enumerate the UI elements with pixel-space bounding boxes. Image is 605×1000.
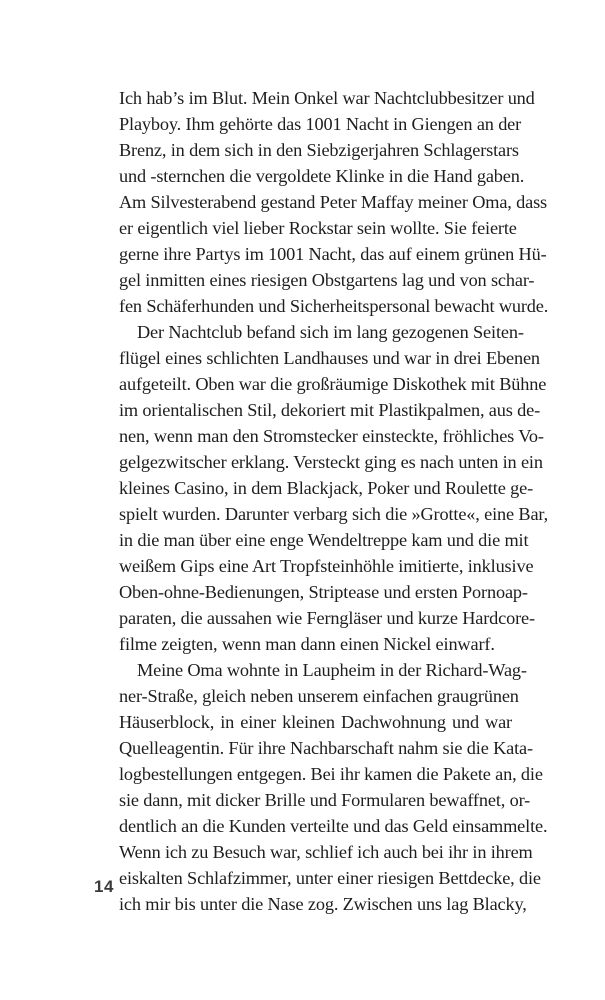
text-line: Häuserblock, in einer kleinen Dachwohnung und war xyxy=(119,712,512,732)
text-line: aufgeteilt. Oben war die großräumige Diskothek mit Bühne xyxy=(119,374,547,394)
text-line: Brenz, in dem sich in den Siebzigerjahren Schlagerstars xyxy=(119,140,519,160)
text-line: weißem Gips eine Art Tropfsteinhöhle imitierte, inklusive xyxy=(119,556,534,576)
text-line: paraten, die aussahen wie Ferngläser und kurze Hardcore- xyxy=(119,608,535,628)
text-line: Oben-ohne-Bedienungen, Striptease und ersten Pornoap- xyxy=(119,582,528,602)
text-line: ner-Straße, gleich neben unserem einfachen graugrünen xyxy=(119,686,519,706)
text-line: und -sternchen die vergoldete Klinke in die Hand gaben. xyxy=(119,166,525,186)
text-line: Quelleagentin. Für ihre Nachbarschaft nahm sie die Kata- xyxy=(119,738,533,758)
text-line: gel inmitten eines riesigen Obstgartens lag und von schar- xyxy=(119,270,535,290)
text-line: ich mir bis unter die Nase zog. Zwischen uns lag Blacky, xyxy=(119,894,527,914)
text-line: filme zeigten, wenn man dann einen Nickel einwarf. xyxy=(119,634,495,654)
text-line: in die man über eine enge Wendeltreppe kam und die mit xyxy=(119,530,529,550)
text-line: sie dann, mit dicker Brille und Formularen bewaffnet, or- xyxy=(119,790,531,810)
text-line: Wenn ich zu Besuch war, schlief ich auch bei ihr in ihrem xyxy=(119,842,533,862)
text-line: kleines Casino, in dem Blackjack, Poker und Roulette ge- xyxy=(119,478,534,498)
text-line: Am Silvesterabend gestand Peter Maffay meiner Oma, dass xyxy=(119,192,548,212)
text-line: Meine Oma wohnte in Laupheim in der Richard-Wag- xyxy=(137,660,527,680)
text-line: dentlich an die Kunden verteilte und das Geld einsammelte. xyxy=(119,816,548,836)
text-line: Der Nachtclub befand sich im lang gezogenen Seiten- xyxy=(137,322,524,342)
text-line: flügel eines schlichten Landhauses und war in drei Ebenen xyxy=(119,348,540,368)
text-line: spielt wurden. Darunter verbarg sich die »Grotte«, eine Bar, xyxy=(119,504,549,524)
text-line: logbestellungen entgegen. Bei ihr kamen die Pakete an, die xyxy=(119,764,543,784)
text-line: gelgezwitscher erklang. Versteckt ging es nach unten in ein xyxy=(119,452,543,472)
page-number: 14 xyxy=(94,877,114,896)
text-line: fen Schäferhunden und Sicherheitspersonal bewacht wurde. xyxy=(119,296,549,316)
text-line: nen, wenn man den Stromstecker einsteckte, fröhliches Vo- xyxy=(119,426,544,446)
text-line: Ich hab’s im Blut. Mein Onkel war Nachtclubbesitzer und xyxy=(119,88,535,108)
text-line: gerne ihre Partys im 1001 Nacht, das auf einem grünen Hü- xyxy=(119,244,547,264)
text-line: eiskalten Schlafzimmer, unter einer riesigen Bettdecke, die xyxy=(119,868,541,888)
text-line: Playboy. Ihm gehörte das 1001 Nacht in Giengen an der xyxy=(119,114,522,134)
text-line: im orientalischen Stil, dekoriert mit Plastikpalmen, aus de- xyxy=(119,400,541,420)
text-line: er eigentlich viel lieber Rockstar sein wollte. Sie feierte xyxy=(119,218,517,238)
